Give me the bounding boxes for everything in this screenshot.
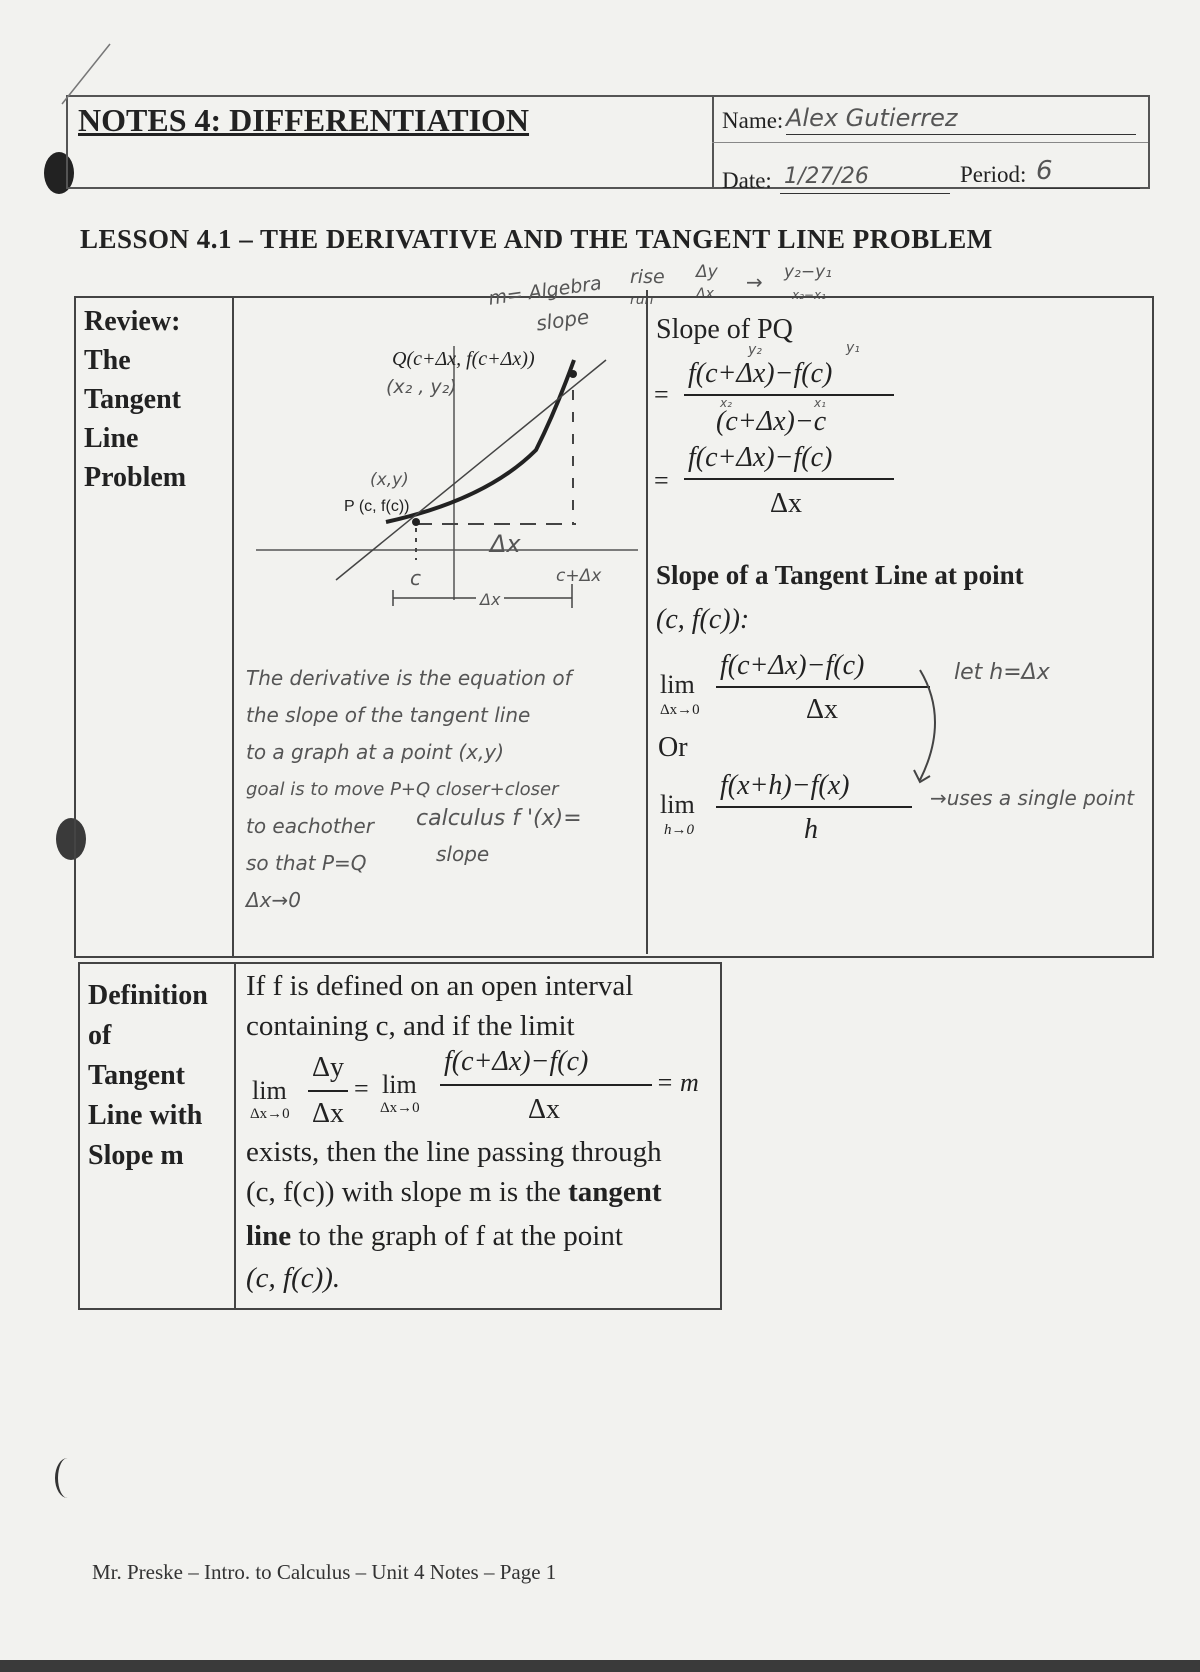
definition-divider <box>234 962 236 1308</box>
date-label: Date: <box>722 168 772 193</box>
notes-title: NOTES 4: DIFFERENTIATION <box>78 102 530 138</box>
def-lim1-sub: Δx→0 <box>250 1106 290 1122</box>
note-x2: x₂ <box>720 396 732 410</box>
review-label-line: Problem <box>84 462 187 493</box>
dx-bottom-label: Δx <box>476 590 504 609</box>
slope-pq-eq2: = <box>654 466 669 495</box>
single-point-note: →uses a single point <box>930 786 1135 810</box>
lim1-word: lim <box>660 670 695 699</box>
slope-note-1: m= Algebra <box>487 272 603 310</box>
note-line: goal is to move P+Q closer+closer <box>246 779 559 800</box>
slope-pq-num2: f(c+Δx)−f(c) <box>688 442 833 473</box>
def-bar-dy <box>308 1090 348 1092</box>
y2y1-note: y₂−y₁ <box>784 262 832 282</box>
slope-pq-num1: f(c+Δx)−f(c) <box>688 358 833 389</box>
bracket-arrow <box>900 660 960 790</box>
review-col1-divider <box>232 296 234 956</box>
slope-pq-eq1: = <box>654 380 669 409</box>
header-divider <box>712 95 714 187</box>
def-dx: Δx <box>312 1098 345 1129</box>
slope-pq-bar2 <box>684 478 894 480</box>
definition-label-line: of <box>88 1020 112 1051</box>
def-eq: = <box>354 1074 369 1103</box>
name-underline <box>786 134 1136 135</box>
definition-line-3: exists, then the line passing through <box>246 1136 662 1168</box>
lim1-sub: Δx→0 <box>660 702 700 718</box>
footer: Mr. Preske – Intro. to Calculus – Unit 4 Notes – Page 1 <box>92 1560 557 1584</box>
note-y1: y₁ <box>846 340 860 356</box>
tangent-num1: f(c+Δx)−f(c) <box>720 650 865 681</box>
definition-line-4 <box>246 1176 662 1209</box>
tangent-slope-point: (c, f(c)): <box>656 604 750 635</box>
tangent-den1: Δx <box>806 694 839 725</box>
definition-line-word: line <box>246 1220 292 1252</box>
run-note: run <box>630 292 654 308</box>
tangent-bar2 <box>716 806 912 808</box>
dy-note: Δy <box>696 262 718 282</box>
slope-pq-bar1 <box>684 394 894 396</box>
note-line: to a graph at a point (x,y) <box>246 740 505 764</box>
c-label: c <box>410 566 421 590</box>
calculus-slope-note: slope <box>436 842 490 866</box>
def-num: f(c+Δx)−f(c) <box>444 1046 589 1077</box>
calculus-note: calculus f '(x)= <box>416 806 582 831</box>
note-y2: y₂ <box>748 342 762 358</box>
note-line: the slope of the tangent line <box>246 703 531 727</box>
review-label-line: The <box>84 345 131 376</box>
q-label: Q(c+Δx, f(c+Δx)) <box>392 348 535 370</box>
note-x1: x₁ <box>814 396 826 410</box>
def-bar <box>440 1084 652 1086</box>
tangent-den2: h <box>804 814 818 845</box>
q-note: (x₂ , y₂) <box>386 376 457 398</box>
date-value: 1/27/26 <box>784 164 869 189</box>
corner-mark <box>56 40 116 110</box>
x2x1-note: x₂−x₁ <box>792 288 826 302</box>
c-plus-label: c+Δx <box>556 566 602 586</box>
slope-pq-title-text: Slope of PQ <box>656 314 793 345</box>
dx-label: Δx <box>490 530 521 558</box>
point-p <box>412 518 420 526</box>
or-label: Or <box>658 732 688 763</box>
note-line: Δx→0 <box>246 888 301 912</box>
slope-pq-title <box>656 314 793 346</box>
definition-label-line: Line with <box>88 1100 203 1131</box>
def-lim2-sub: Δx→0 <box>380 1100 420 1116</box>
slope-note-2: slope <box>534 304 591 336</box>
punch-hole-bottom <box>55 1458 80 1498</box>
period-underline <box>1030 188 1140 189</box>
point-q <box>569 370 577 378</box>
review-col2-divider <box>646 290 648 954</box>
definition-line-5b: to the graph of f at the point <box>298 1220 623 1252</box>
note-line: so that P=Q <box>246 851 367 875</box>
def-lim1: lim <box>252 1076 287 1105</box>
arrow-note: → <box>746 270 763 294</box>
tangent-num2: f(x+h)−f(x) <box>720 770 850 801</box>
def-den: Δx <box>528 1094 561 1125</box>
note-line: to eachother <box>246 814 374 838</box>
definition-line-2: containing c, and if the limit <box>246 1010 575 1042</box>
definition-tangent-word: tangent <box>568 1176 662 1208</box>
definition-line-6: (c, f(c)). <box>246 1262 341 1294</box>
review-notes <box>246 660 572 919</box>
tangent-bar1 <box>716 686 930 688</box>
note-line: The derivative is the equation of <box>246 666 572 690</box>
review-label <box>84 302 186 497</box>
tangent-slope-title: Slope of a Tangent Line at point <box>656 560 1024 590</box>
lim2-word: lim <box>660 790 695 819</box>
review-label-line: Line <box>84 423 139 454</box>
lesson-title: LESSON 4.1 – THE DERIVATIVE AND THE TANGENT LINE PROBLEM <box>80 224 993 254</box>
slope-pq-den2: Δx <box>770 488 803 519</box>
definition-label-line: Slope m <box>88 1140 184 1171</box>
definition-label <box>88 976 208 1176</box>
def-eq-m: = m <box>656 1068 699 1097</box>
lim1 <box>660 670 695 700</box>
name-value: Alex Gutierrez <box>786 104 958 132</box>
definition-label-line: Definition <box>88 980 208 1011</box>
period-value: 6 <box>1036 156 1053 186</box>
review-label-line: Tangent <box>84 384 182 415</box>
p-label: P (c, f(c)) <box>344 498 410 515</box>
slope-pq-den1: (c+Δx)−c <box>716 406 827 437</box>
dx-note: Δx <box>696 286 714 302</box>
period-label: Period: <box>960 162 1027 187</box>
lim2 <box>660 790 695 820</box>
definition-label-line: Tangent <box>88 1060 186 1091</box>
lim2-sub: h→0 <box>664 822 694 838</box>
definition-line-1: If f is defined on an open interval <box>246 970 634 1002</box>
p-note: (x,y) <box>370 470 409 490</box>
let-h-note: let h=Δx <box>954 660 1050 685</box>
rise-note: rise <box>630 266 665 288</box>
header-hline <box>712 142 1148 143</box>
review-label-line: Review: <box>84 306 181 337</box>
definition-line-5 <box>246 1220 623 1253</box>
def-dy: Δy <box>312 1052 345 1083</box>
def-lim2: lim <box>382 1070 417 1099</box>
definition-line-4a: (c, f(c)) with slope m is the <box>246 1176 561 1208</box>
date-underline <box>780 193 950 194</box>
name-label: Name: <box>722 108 784 133</box>
